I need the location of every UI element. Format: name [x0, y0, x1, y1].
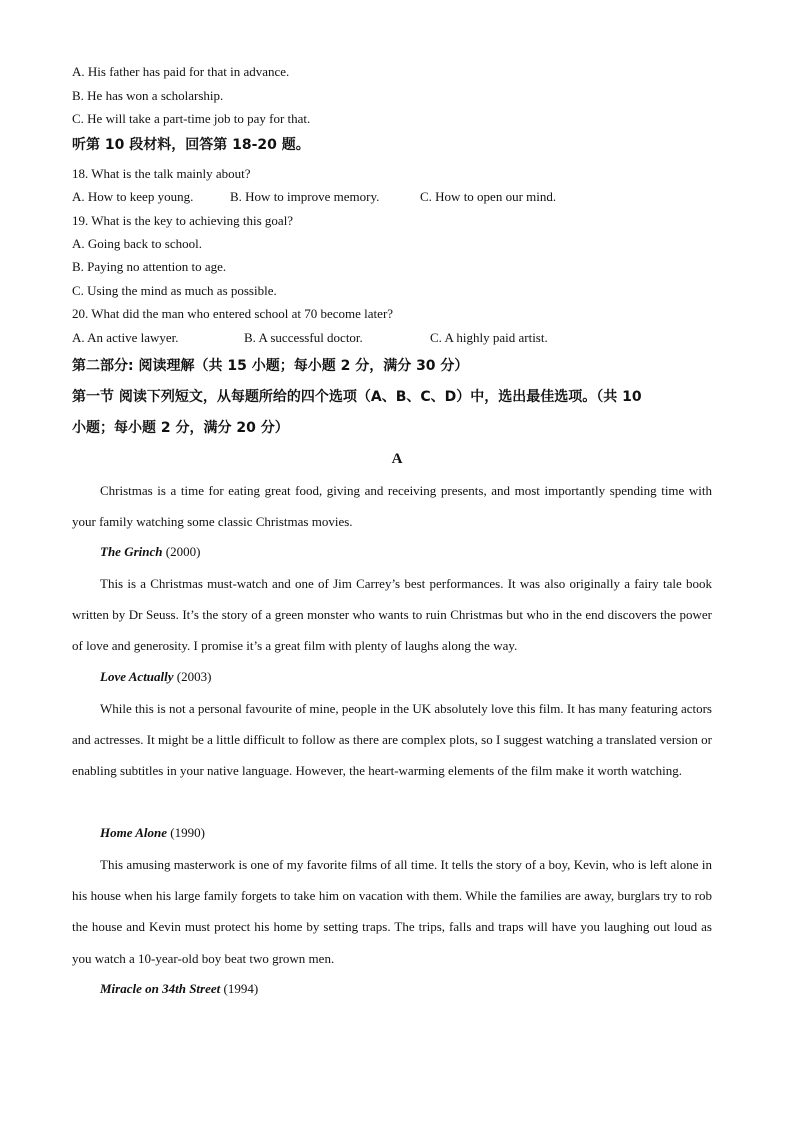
heading-material-10: 听第 10 段材料，回答第 18-20 题。 [72, 137, 310, 153]
film-year: (1994) [223, 981, 259, 996]
film-title-miracle [100, 981, 258, 997]
q19-question: 19. What is the key to achieving this goal? [72, 213, 294, 228]
q18-options [72, 189, 556, 205]
passage-letter: A [391, 451, 403, 467]
section1-heading-line1: 第一节 阅读下列短文，从每题所给的四个选项（A、B、C、D）中，选出最佳选项。（共 10 [72, 389, 642, 405]
q19-option-a: A. Going back to school. [72, 236, 202, 251]
q17-option-c: C. He will take a part-time job to pay for that. [72, 111, 311, 126]
film-year: (1990) [170, 825, 205, 840]
film-title: The Grinch [100, 544, 163, 559]
section1-heading-line2: 小题；每小题 2 分，满分 20 分） [72, 420, 289, 436]
q18-option-b: B. How to improve memory. [230, 189, 380, 204]
q19-option-c: C. Using the mind as much as possible. [72, 283, 277, 298]
q18-option-c: C. How to open our mind. [420, 189, 557, 204]
q20-question: 20. What did the man who entered school at 70 become later? [72, 306, 394, 321]
part2-heading: 第二部分: 阅读理解（共 15 小题；每小题 2 分，满分 30 分） [72, 358, 469, 374]
film-paragraph-home-alone: This amusing masterwork is one of my favorite films of all time. It tells the story of a boy, Kevin, who is left alone in his house when his large family forgets to take him on vacation with them. While the families are away, burglars try to rob the house and Kevin must protect his home by setting traps. The trips, falls and traps will have you laughing out loud as you watch a 10-year-old boy beat two grown men. [72, 857, 712, 966]
q20-options [72, 330, 548, 346]
film-title-love-actually [100, 669, 211, 685]
film-year: (2003) [176, 669, 212, 684]
q20-option-c: C. A highly paid artist. [430, 330, 548, 345]
q18-option-a: A. How to keep young. [72, 189, 194, 204]
film-title: Love Actually [100, 669, 174, 684]
q17-option-b: B. He has won a scholarship. [72, 88, 224, 103]
q20-option-a: A. An active lawyer. [72, 330, 179, 345]
film-title-home-alone [100, 825, 205, 841]
q18-question: 18. What is the talk mainly about? [72, 166, 251, 181]
q20-option-b: B. A successful doctor. [244, 330, 363, 345]
q19-option-b: B. Paying no attention to age. [72, 259, 227, 274]
film-paragraph-grinch: This is a Christmas must-watch and one of Jim Carrey’s best performances. It was also originally a fairy tale book written by Dr Seuss. It’s the story of a green monster who wants to ruin Christmas but who in the end discovers the power of love and generosity. I promise it’s a great film with plenty of laughs along the way. [72, 576, 712, 654]
film-title-grinch [100, 544, 200, 560]
q17-option-a: A. His father has paid for that in advance. [72, 64, 290, 79]
film-title: Home Alone [100, 825, 168, 840]
film-year: (2000) [165, 544, 201, 559]
film-paragraph-love-actually: While this is not a personal favourite of mine, people in the UK absolutely love this film. It has many featuring actors and actresses. It might be a little difficult to follow as there are complex plots, so I suggest watching a translated version or enabling subtitles in your native language. However, the heart-warming elements of the film make it worth watching. [72, 701, 712, 779]
intro-paragraph: Christmas is a time for eating great food, giving and receiving presents, and most importantly spending time with your family watching some classic Christmas movies. [72, 483, 712, 530]
film-title: Miracle on 34th Street [100, 981, 221, 996]
